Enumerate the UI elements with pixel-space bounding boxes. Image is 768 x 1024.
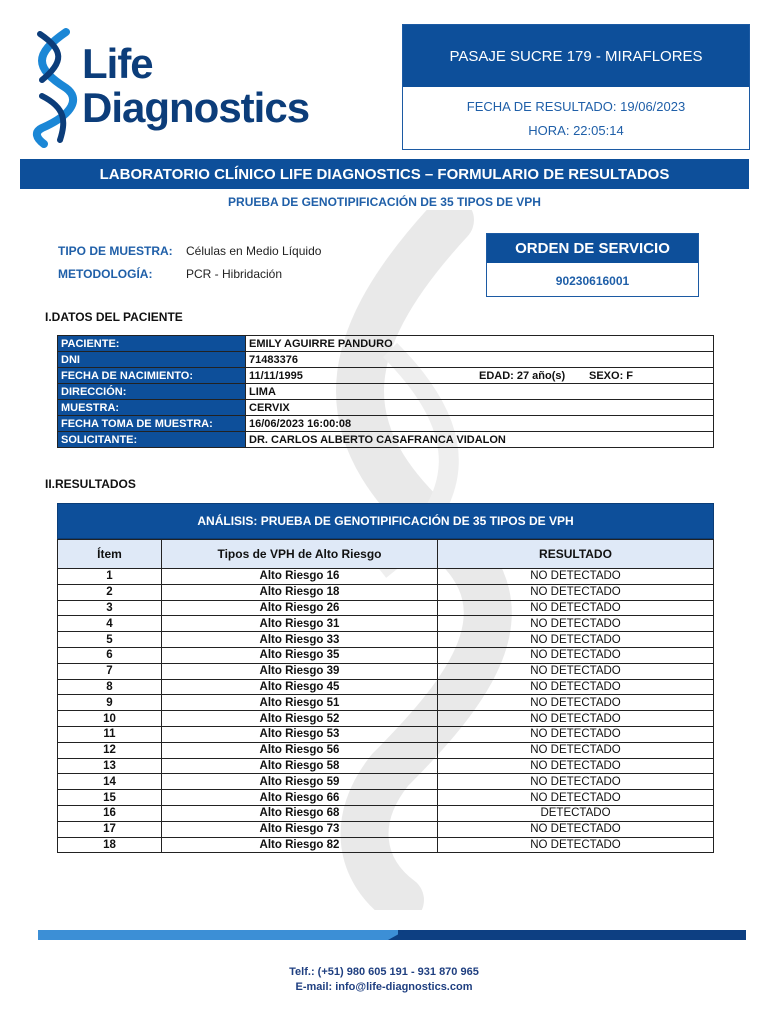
row-result: NO DETECTADO (438, 616, 714, 632)
sample-type-value: Células en Medio Líquido (186, 243, 322, 258)
table-row (58, 774, 714, 790)
patient-address: LIMA (246, 384, 714, 400)
brand-name-line1: Life (82, 40, 153, 87)
patient-row-dni (58, 352, 714, 368)
table-row (58, 616, 714, 632)
row-type: Alto Riesgo 59 (162, 774, 438, 790)
table-row (58, 726, 714, 742)
row-type: Alto Riesgo 68 (162, 805, 438, 821)
method-label: METODOLOGÍA: (58, 266, 153, 281)
patient-requester: DR. CARLOS ALBERTO CASAFRANCA VIDALON (246, 432, 714, 448)
lab-address: PASAJE SUCRE 179 - MIRAFLORES (403, 25, 749, 87)
row-item: 2 (58, 584, 162, 600)
patient-sample: CERVIX (246, 400, 714, 416)
table-row (58, 647, 714, 663)
table-row (58, 569, 714, 585)
row-item: 16 (58, 805, 162, 821)
table-row (58, 821, 714, 837)
patient-table (57, 335, 714, 448)
patient-age: EDAD: 27 año(s) (479, 369, 566, 382)
patient-sample-date: 16/06/2023 16:00:08 (246, 416, 714, 432)
patient-sex: SEXO: F (589, 369, 634, 382)
row-result: NO DETECTADO (438, 600, 714, 616)
table-row (58, 695, 714, 711)
patient-row-name (58, 336, 714, 352)
table-row (58, 837, 714, 853)
patient-dob: 11/11/1995 (249, 369, 303, 382)
row-type: Alto Riesgo 18 (162, 584, 438, 600)
row-type: Alto Riesgo 26 (162, 600, 438, 616)
footer-email: E-mail: info@life-diagnostics.com (295, 981, 473, 993)
patient-name: EMILY AGUIRRE PANDURO (246, 336, 714, 352)
row-result: NO DETECTADO (438, 742, 714, 758)
section-patient-title: I.DATOS DEL PACIENTE (45, 310, 183, 324)
row-item: 5 (58, 632, 162, 648)
row-type: Alto Riesgo 39 (162, 663, 438, 679)
column-header-result: RESULTADO (438, 540, 714, 569)
row-item: 1 (58, 569, 162, 585)
table-row (58, 742, 714, 758)
contact-info (0, 965, 768, 995)
row-type: Alto Riesgo 82 (162, 837, 438, 853)
sub-title: PRUEBA DE GENOTIPIFICACIÓN DE 35 TIPOS DE VPH (228, 195, 541, 209)
row-type: Alto Riesgo 45 (162, 679, 438, 695)
row-type: Alto Riesgo 35 (162, 647, 438, 663)
row-result: NO DETECTADO (438, 790, 714, 806)
service-order-box (486, 233, 699, 297)
row-item: 8 (58, 679, 162, 695)
table-row (58, 679, 714, 695)
row-result: NO DETECTADO (438, 695, 714, 711)
row-result: NO DETECTADO (438, 726, 714, 742)
column-header-type: Tipos de VPH de Alto Riesgo (162, 540, 438, 569)
row-type: Alto Riesgo 33 (162, 632, 438, 648)
table-row (58, 790, 714, 806)
row-item: 3 (58, 600, 162, 616)
row-result: NO DETECTADO (438, 632, 714, 648)
table-row (58, 584, 714, 600)
method-value: PCR - Hibridación (186, 266, 283, 281)
row-type: Alto Riesgo 51 (162, 695, 438, 711)
row-result: NO DETECTADO (438, 569, 714, 585)
row-item: 13 (58, 758, 162, 774)
sample-type-label: TIPO DE MUESTRA: (58, 243, 173, 258)
patient-row-sample-date (58, 416, 714, 432)
patient-row-sample (58, 400, 714, 416)
patient-row-requester (58, 432, 714, 448)
service-order-number: 90230616001 (555, 274, 630, 288)
brand-logo (30, 28, 320, 148)
section-results-title: II.RESULTADOS (45, 477, 136, 491)
row-result: NO DETECTADO (438, 711, 714, 727)
main-title: LABORATORIO CLÍNICO LIFE DIAGNOSTICS – FORMULARIO DE RESULTADOS (20, 159, 749, 189)
table-row (58, 600, 714, 616)
row-type: Alto Riesgo 31 (162, 616, 438, 632)
patient-requester-label: SOLICITANTE: (58, 432, 246, 448)
patient-sample-date-label: FECHA TOMA DE MUESTRA: (58, 416, 246, 432)
address-date-box (402, 24, 750, 150)
row-result: NO DETECTADO (438, 663, 714, 679)
table-row (58, 805, 714, 821)
row-item: 10 (58, 711, 162, 727)
row-result: NO DETECTADO (438, 821, 714, 837)
table-row (58, 663, 714, 679)
row-type: Alto Riesgo 58 (162, 758, 438, 774)
row-item: 17 (58, 821, 162, 837)
row-item: 18 (58, 837, 162, 853)
brand-name-line2: Diagnostics (82, 84, 310, 131)
patient-address-label: DIRECCIÓN: (58, 384, 246, 400)
patient-dni-label: DNI (58, 352, 246, 368)
row-item: 7 (58, 663, 162, 679)
results-heading: ANÁLISIS: PRUEBA DE GENOTIPIFICACIÓN DE 35 TIPOS DE VPH (57, 503, 714, 539)
results-table (57, 539, 714, 853)
patient-dni: 71483376 (246, 352, 714, 368)
row-result: NO DETECTADO (438, 758, 714, 774)
row-result: DETECTADO (438, 805, 714, 821)
row-item: 14 (58, 774, 162, 790)
table-row (58, 758, 714, 774)
row-result: NO DETECTADO (438, 647, 714, 663)
row-item: 6 (58, 647, 162, 663)
row-type: Alto Riesgo 66 (162, 790, 438, 806)
row-item: 12 (58, 742, 162, 758)
patient-row-address (58, 384, 714, 400)
row-type: Alto Riesgo 56 (162, 742, 438, 758)
row-result: NO DETECTADO (438, 679, 714, 695)
table-row (58, 632, 714, 648)
footer-bar (38, 930, 746, 940)
table-row (58, 711, 714, 727)
result-time: HORA: 22:05:14 (528, 123, 624, 138)
row-type: Alto Riesgo 53 (162, 726, 438, 742)
column-header-item: Ítem (58, 540, 162, 569)
dna-helix-icon (30, 28, 78, 148)
row-type: Alto Riesgo 52 (162, 711, 438, 727)
patient-name-label: PACIENTE: (58, 336, 246, 352)
footer-phone: Telf.: (+51) 980 605 191 - 931 870 965 (289, 966, 479, 978)
patient-dob-label: FECHA DE NACIMIENTO: (58, 368, 246, 384)
row-item: 15 (58, 790, 162, 806)
row-type: Alto Riesgo 16 (162, 569, 438, 585)
row-type: Alto Riesgo 73 (162, 821, 438, 837)
result-date: FECHA DE RESULTADO: 19/06/2023 (466, 99, 686, 114)
service-order-title: ORDEN DE SERVICIO (487, 234, 698, 263)
patient-row-dob (58, 368, 714, 384)
row-result: NO DETECTADO (438, 837, 714, 853)
patient-sample-label: MUESTRA: (58, 400, 246, 416)
row-item: 11 (58, 726, 162, 742)
sample-info (58, 239, 321, 285)
row-result: NO DETECTADO (438, 584, 714, 600)
row-item: 9 (58, 695, 162, 711)
row-result: NO DETECTADO (438, 774, 714, 790)
row-item: 4 (58, 616, 162, 632)
results-panel (57, 503, 714, 853)
